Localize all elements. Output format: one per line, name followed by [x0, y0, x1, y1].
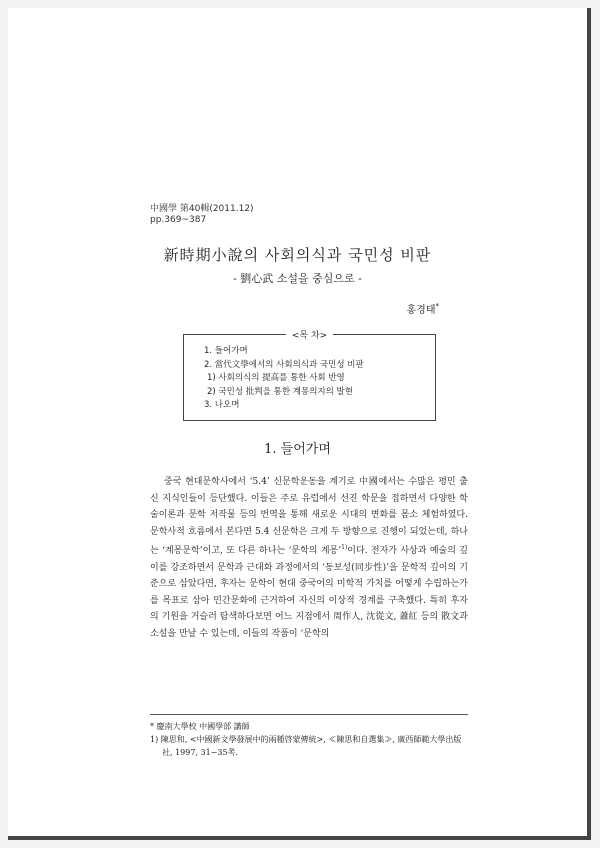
body-text-part2: 이다. 전자가 사상과 예술의 깊이를 강조하면서 문학과 근대화 과정에서의 ‘동보성(同步性)’을 문학적 깊이의 기준으로 삼았다면, 후자는 문학이 현대 중국어의 미학적 가치를 어떻게 수립하는가를 목표로 삼아 민간문화에 근거하여 자신의 이상적 경계를 구축했다. 특히 후자의 기원을 거슬러 탐색하다보면 어느 지점에서 周作人, 沈從文, 蕭紅 등의 散文과 소설을 만날 수 있는데, 이들의 작품이 ‘문학의 — [150, 546, 468, 639]
body-paragraph — [150, 474, 468, 642]
footnote-citation: 1) 陳思和, <中國新文學發展中的兩種啓蒙傳統>, ≪陳思和自選集≫, 廣西師範大學出版社, 1997, 31~35쪽. — [150, 735, 462, 757]
paper-title: 新時期小說의 사회의식과 국민성 비판 — [163, 246, 432, 264]
footnote-affiliation: * 慶南大學校 中國學部 講師 — [150, 722, 250, 731]
paper-subtitle: - 劉心武 소설을 중심으로 - — [233, 272, 362, 285]
section-heading: 1. 들어가며 — [264, 442, 331, 457]
toc-item: 2. 當代文學에서의 사회의식과 국민성 비판 — [204, 359, 364, 370]
footnotes — [150, 714, 468, 759]
toc-list — [204, 345, 364, 413]
author-name — [407, 301, 439, 316]
journal-info — [150, 204, 254, 226]
document-page — [8, 8, 591, 840]
footnote-reference: 1) — [341, 544, 348, 551]
table-of-contents — [183, 331, 436, 421]
journal-volume: 中國學 第40輯(2011.12) — [150, 204, 254, 214]
journal-pages: pp.369~387 — [150, 215, 207, 225]
toc-heading: <목 차> — [184, 328, 435, 341]
toc-item: 3. 나오며 — [204, 400, 240, 410]
author-name-text: 홍경태 — [406, 305, 436, 316]
toc-item: 1) 사회의식의 提高를 통한 사회 반영 — [207, 373, 345, 383]
author-footnote-mark: * — [435, 302, 439, 311]
body-text-part1: 중국 현대문학사에서 ‘5.4’ 신문학운동을 계기로 中國에서는 수많은 평민 출신 지식인들이 등단했다. 이들은 주로 유럽에서 선진 학문을 접하면서 다양한 학술이론과 문학 저작물 등의 번역을 통해 새로운 시대의 변화를 몸소 체험하였다. 문학사적 흐름에서 본다면 5.4 신문학은 크게 두 방향으로 진행이 되었는데, 하나는 ‘계몽문학’이고, 또 다른 하나는 ‘문학의 계몽’ — [150, 477, 468, 556]
toc-item: 1. 들어가며 — [204, 346, 248, 356]
toc-item: 2) 국민성 批判을 통한 계몽의지의 발현 — [207, 386, 353, 397]
